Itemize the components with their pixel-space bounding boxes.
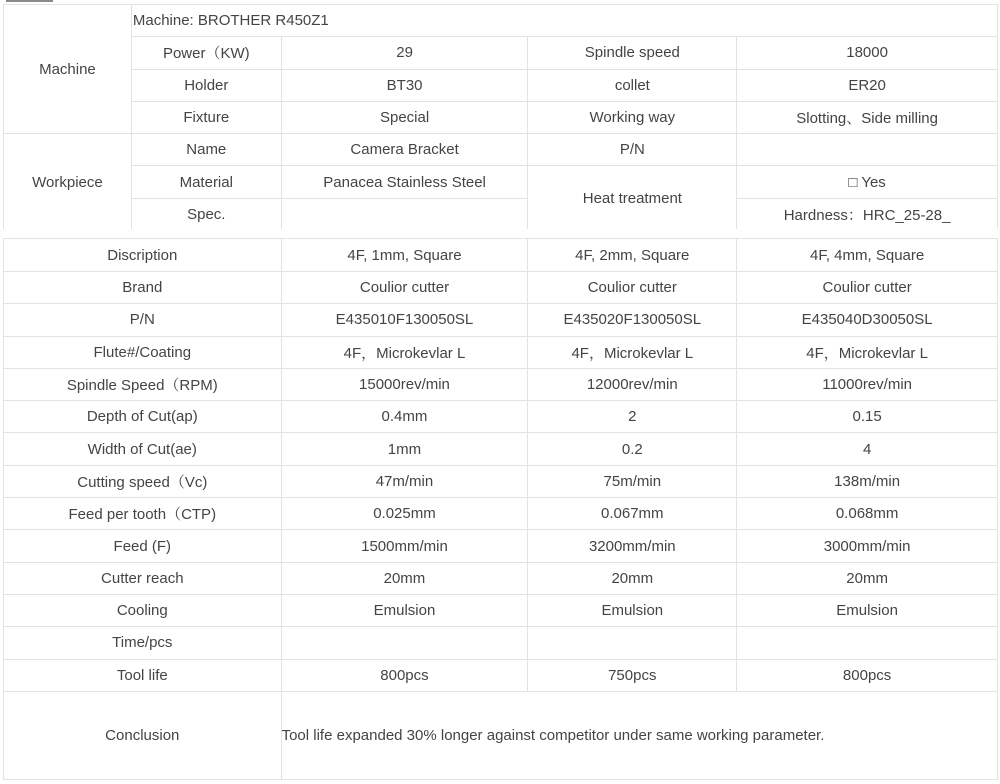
spindle-speed-label: Spindle speed <box>528 37 737 69</box>
cell-tool-1: Emulsion <box>281 594 528 626</box>
row-label: Flute#/Coating <box>4 336 282 368</box>
cell-tool-3: 138m/min <box>737 465 998 497</box>
cell-tool-1: Coulior cutter <box>281 272 528 304</box>
machine-workpiece-table <box>3 4 998 231</box>
name-value: Camera Bracket <box>281 134 528 166</box>
collet-label: collet <box>528 69 737 101</box>
cell-tool-1: 0.4mm <box>281 401 528 433</box>
table-row <box>4 627 998 659</box>
cell-tool-3: Emulsion <box>737 594 998 626</box>
row-label: Tool life <box>4 659 282 691</box>
working-way-value: Slotting、Side milling <box>737 101 998 133</box>
table-row <box>4 272 998 304</box>
row-label: Feed per tooth（CTP) <box>4 498 282 530</box>
cell-tool-2: 3200mm/min <box>528 530 737 562</box>
conclusion-row <box>4 691 998 779</box>
material-label: Material <box>131 166 281 198</box>
table-row <box>4 562 998 594</box>
cell-tool-2: Coulior cutter <box>528 272 737 304</box>
cell-tool-2: 0.2 <box>528 433 737 465</box>
row-label: Cutter reach <box>4 562 282 594</box>
machine-name: Machine: BROTHER R450Z1 <box>131 5 997 37</box>
holder-label: Holder <box>131 69 281 101</box>
cell-tool-1: 4F, 1mm, Square <box>281 239 528 272</box>
cell-tool-2: Emulsion <box>528 594 737 626</box>
cell-tool-1: 15000rev/min <box>281 368 528 400</box>
hardness-value: Hardness：HRC_25-28_ <box>737 198 998 230</box>
cell-tool-1: 0.025mm <box>281 498 528 530</box>
cell-tool-2: 4F, 2mm, Square <box>528 239 737 272</box>
cell-tool-2: 75m/min <box>528 465 737 497</box>
cell-tool-2: 4F，Microkevlar L <box>528 336 737 368</box>
fixture-label: Fixture <box>131 101 281 133</box>
cell-tool-3: 3000mm/min <box>737 530 998 562</box>
cell-tool-1: 800pcs <box>281 659 528 691</box>
tool-comparison-table <box>3 238 998 780</box>
top-edge-mark <box>6 0 53 2</box>
cell-tool-3: 11000rev/min <box>737 368 998 400</box>
cell-tool-2: 750pcs <box>528 659 737 691</box>
cell-tool-3: 20mm <box>737 562 998 594</box>
table-row <box>4 465 998 497</box>
power-value: 29 <box>281 37 528 69</box>
table-row <box>4 594 998 626</box>
machine-section-label: Machine <box>4 5 132 134</box>
cell-tool-2: 0.067mm <box>528 498 737 530</box>
table-row <box>4 304 998 336</box>
cell-tool-1: 47m/min <box>281 465 528 497</box>
holder-value: BT30 <box>281 69 528 101</box>
cell-tool-1: 1500mm/min <box>281 530 528 562</box>
cell-tool-3: 4F，Microkevlar L <box>737 336 998 368</box>
row-label: P/N <box>4 304 282 336</box>
spec-value <box>281 198 528 230</box>
heat-treatment-label: Heat treatment <box>528 166 737 231</box>
row-label: Depth of Cut(ap) <box>4 401 282 433</box>
table-row <box>4 368 998 400</box>
cell-tool-2: 12000rev/min <box>528 368 737 400</box>
cell-tool-3: 800pcs <box>737 659 998 691</box>
row-label: Spindle Speed（RPM) <box>4 368 282 400</box>
cell-tool-2: E435020F130050SL <box>528 304 737 336</box>
cell-tool-1: 20mm <box>281 562 528 594</box>
table-row <box>4 659 998 691</box>
table-row <box>4 433 998 465</box>
heat-treatment-checkbox: □ Yes <box>737 166 998 198</box>
table-row <box>4 498 998 530</box>
cell-tool-3 <box>737 627 998 659</box>
row-label: Width of Cut(ae) <box>4 433 282 465</box>
row-label: Cooling <box>4 594 282 626</box>
working-way-label: Working way <box>528 101 737 133</box>
cell-tool-3: 4F, 4mm, Square <box>737 239 998 272</box>
table-row <box>4 401 998 433</box>
fixture-value: Special <box>281 101 528 133</box>
section-gap <box>3 229 998 238</box>
table-row <box>4 336 998 368</box>
cell-tool-1: 1mm <box>281 433 528 465</box>
row-label: Brand <box>4 272 282 304</box>
conclusion-label: Conclusion <box>4 691 282 779</box>
row-label: Time/pcs <box>4 627 282 659</box>
cell-tool-2: 20mm <box>528 562 737 594</box>
cell-tool-1: E435010F130050SL <box>281 304 528 336</box>
pn-value <box>737 134 998 166</box>
cell-tool-2: 2 <box>528 401 737 433</box>
cell-tool-3: 4 <box>737 433 998 465</box>
table-row <box>4 239 998 272</box>
collet-value: ER20 <box>737 69 998 101</box>
cell-tool-3: Coulior cutter <box>737 272 998 304</box>
cell-tool-2 <box>528 627 737 659</box>
cell-tool-3: 0.068mm <box>737 498 998 530</box>
cell-tool-3: 0.15 <box>737 401 998 433</box>
cell-tool-1: 4F，Microkevlar L <box>281 336 528 368</box>
material-value: Panacea Stainless Steel <box>281 166 528 198</box>
spindle-speed-value: 18000 <box>737 37 998 69</box>
workpiece-section-label: Workpiece <box>4 134 132 231</box>
pn-label: P/N <box>528 134 737 166</box>
row-label: Cutting speed（Vc) <box>4 465 282 497</box>
power-label: Power（KW) <box>131 37 281 69</box>
table-row <box>4 530 998 562</box>
name-label: Name <box>131 134 281 166</box>
row-label: Feed (F) <box>4 530 282 562</box>
cell-tool-3: E435040D30050SL <box>737 304 998 336</box>
row-label: Discription <box>4 239 282 272</box>
spec-label: Spec. <box>131 198 281 230</box>
cell-tool-1 <box>281 627 528 659</box>
conclusion-text: Tool life expanded 30% longer against competitor under same working parameter. <box>281 691 997 779</box>
